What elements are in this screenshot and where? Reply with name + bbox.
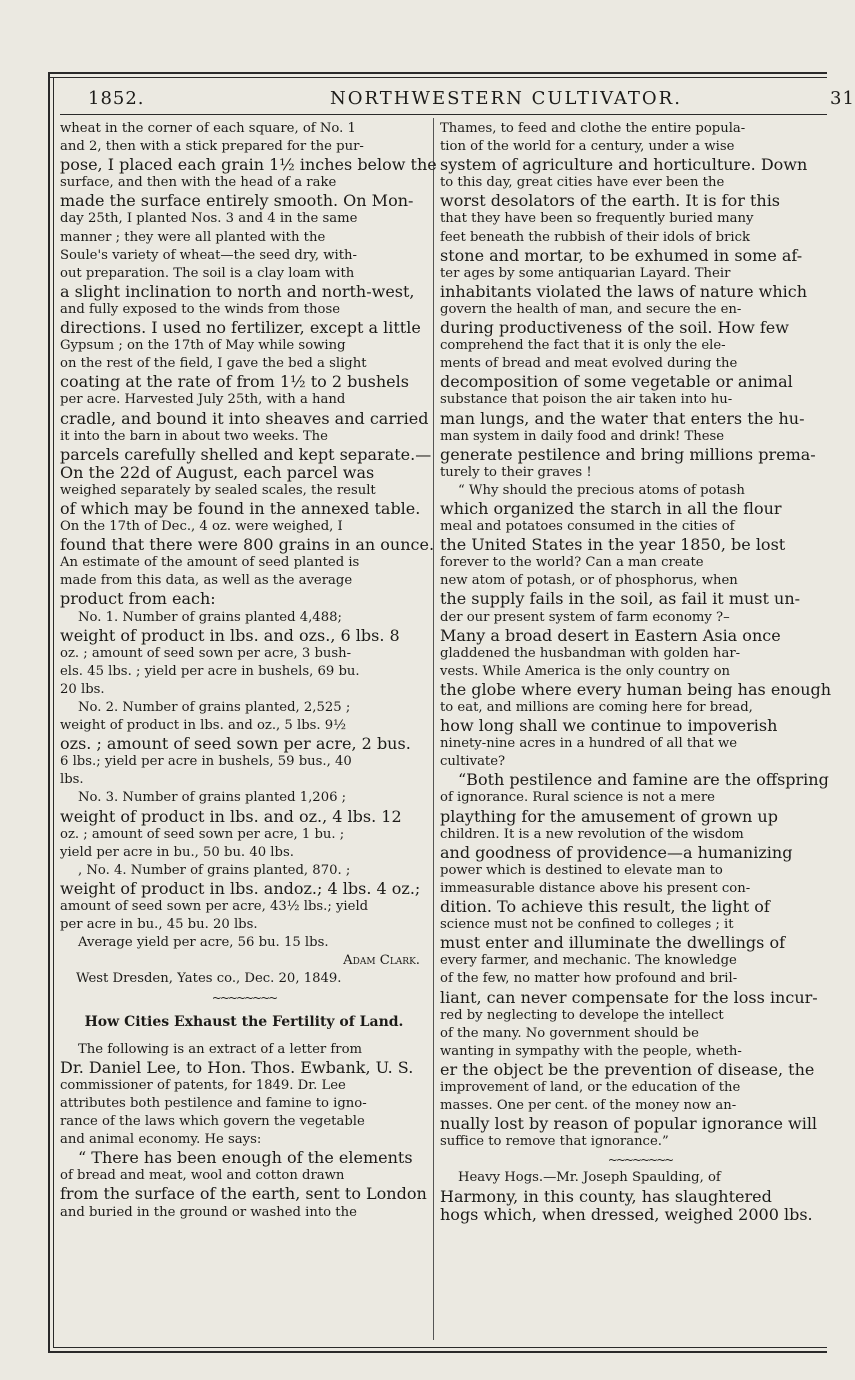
text-line: “ Why should the precious atoms of potash xyxy=(458,482,745,498)
text-line: feet beneath the rubbish of their idols of brick xyxy=(440,229,750,245)
journal-title: NORTHWESTERN CULTIVATOR. xyxy=(330,88,682,109)
text-line: must enter and illuminate the dwellings of xyxy=(440,933,785,953)
text-line: 6 lbs.; yield per acre in bushels, 59 bus., 40 xyxy=(60,754,352,770)
text-line: forever to the world? Can a man create xyxy=(440,555,704,571)
text-line: 20 lbs. xyxy=(60,681,105,697)
text-line: turely to their graves ! xyxy=(440,464,592,480)
text-line: wanting in sympathy with the people, wheth- xyxy=(440,1043,742,1059)
text-line: lbs. xyxy=(60,772,84,788)
text-line: per acre. Harvested July 25th, with a hand xyxy=(60,392,346,408)
text-line: cultivate? xyxy=(440,754,506,770)
text-line: red by neglecting to develope the intellect xyxy=(440,1007,724,1023)
text-line: No. 3. Number of grains planted 1,206 ; xyxy=(78,790,347,806)
text-line: on the rest of the field, I gave the bed a slight xyxy=(60,356,367,372)
text-line: that they have been so frequently buried many xyxy=(440,211,754,227)
right-column-text xyxy=(440,120,840,1151)
text-line: yield per acre in bu., 50 bu. 40 lbs. xyxy=(60,844,294,860)
text-line: weighed separately by sealed scales, the result xyxy=(60,482,376,498)
text-line: No. 1. Number of grains planted 4,488; xyxy=(78,609,342,625)
text-line: inhabitants violated the laws of nature which xyxy=(440,281,808,301)
text-line: Gypsum ; on the 17th of May while sowing xyxy=(60,338,346,354)
column-divider xyxy=(433,118,434,1340)
text-line: “Both pestilence and famine are the offspring xyxy=(458,770,829,790)
text-line: immeasurable distance above his present con- xyxy=(440,880,751,896)
text-line: found that there were 800 grains in an ounce. xyxy=(60,535,435,555)
article-heading: How Cities Exhaust the Fertility of Land. xyxy=(84,1013,404,1030)
page-border-bottom-inner xyxy=(53,1347,827,1348)
text-line: directions. I used no fertilizer, except a little xyxy=(60,318,421,338)
text-line: and goodness of providence—a humanizing xyxy=(440,842,793,862)
text-line: generate pestilence and bring millions prema- xyxy=(440,444,816,464)
text-line: cradle, and bound it into sheaves and carried xyxy=(60,408,429,428)
text-line: manner ; they were all planted with the xyxy=(60,229,326,245)
text-line: weight of product in lbs. and ozs., 6 lbs. 8 xyxy=(60,625,400,645)
page-border-left-inner xyxy=(53,77,54,1348)
text-line: hogs which, when dressed, weighed 2000 lbs. xyxy=(440,1204,813,1224)
place-date: West Dresden, Yates co., Dec. 20, 1849. xyxy=(76,971,342,987)
text-line: decomposition of some vegetable or animal xyxy=(440,372,793,392)
text-line: made from this data, as well as the average xyxy=(60,573,353,589)
text-line: The following is an extract of a letter from xyxy=(78,1041,363,1057)
text-line: On the 17th of Dec., 4 oz. were weighed, I xyxy=(60,519,343,535)
text-line: it into the barn in about two weeks. The xyxy=(60,428,328,444)
text-line: per acre in bu., 45 bu. 20 lbs. xyxy=(60,917,258,933)
text-line: meal and potatoes consumed in the cities of xyxy=(440,519,735,535)
text-line: els. 45 lbs. ; yield per acre in bushels, 69 bu. xyxy=(60,663,360,679)
text-line: system of agriculture and horticulture. Down xyxy=(440,155,808,175)
text-line: wheat in the corner of each square, of No. 1 xyxy=(60,121,356,136)
text-line: liant, can never compensate for the loss incur- xyxy=(440,987,818,1007)
text-line: and buried in the ground or washed into the xyxy=(60,1204,357,1220)
text-line: ozs. ; amount of seed sown per acre, 2 bus. xyxy=(60,734,411,754)
text-line: weight of product in lbs. andoz.; 4 lbs. 4 oz.; xyxy=(60,878,421,898)
text-line: plaything for the amusement of grown up xyxy=(440,806,778,826)
text-line: the globe where every human being has enough xyxy=(440,679,832,699)
text-line: of the many. No government should be xyxy=(440,1025,699,1041)
text-line: dition. To achieve this result, the light of xyxy=(440,897,770,917)
text-line: man system in daily food and drink! These xyxy=(440,428,725,444)
left-column xyxy=(60,120,437,1222)
text-line: Many a broad desert in Eastern Asia once xyxy=(440,625,781,645)
text-line: stone and mortar, to be exhumed in some af- xyxy=(440,245,803,265)
text-line: er the object be the prevention of disease, the xyxy=(440,1059,815,1079)
text-line: worst desolators of the earth. It is for this xyxy=(440,191,781,211)
text-line: to eat, and millions are coming here for bread, xyxy=(440,700,753,715)
text-line: Heavy Hogs.—Mr. Joseph Spaulding, of xyxy=(458,1170,721,1186)
text-line: and animal economy. He says: xyxy=(60,1132,262,1148)
text-line: of bread and meat, wool and cotton drawn xyxy=(60,1168,345,1184)
author-signature: Adam Clark. xyxy=(343,953,420,969)
text-line: of the few, no matter how profound and bril- xyxy=(440,971,738,987)
text-line: ninety-nine acres in a hundred of all that we xyxy=(440,736,738,752)
article-intro xyxy=(60,1041,428,1222)
text-line: power which is destined to elevate man to xyxy=(440,862,723,878)
text-line: oz. ; amount of seed sown per acre, 3 bush- xyxy=(60,645,352,661)
text-line: improvement of land, or the education of the xyxy=(440,1079,741,1095)
text-line: children. It is a new revolution of the wisdom xyxy=(440,826,744,842)
text-line: surface, and then with the head of a rake xyxy=(60,175,337,191)
text-line: science must not be confined to colleges ; it xyxy=(440,917,734,933)
text-line: the supply fails in the soil, as fail it must un- xyxy=(440,589,801,609)
page-border-top-inner xyxy=(48,77,827,78)
page-border-left xyxy=(48,72,50,1353)
text-line: Average yield per acre, 56 bu. 15 lbs. xyxy=(78,935,329,951)
text-line: der our present system of farm economy ?– xyxy=(440,609,730,625)
text-line: substance that poison the air taken into hu- xyxy=(440,392,733,408)
left-column-text xyxy=(60,120,437,952)
text-line: from the surface of the earth, sent to London xyxy=(60,1184,427,1204)
text-line: ter ages by some antiquarian Layard. Their xyxy=(440,265,731,281)
text-line: gladdened the husbandman with golden har- xyxy=(440,645,741,661)
text-line: of which may be found in the annexed table. xyxy=(60,498,421,518)
text-line: how long shall we continue to impoverish xyxy=(440,716,778,736)
text-line: oz. ; amount of seed sown per acre, 1 bu. ; xyxy=(60,826,345,842)
text-line: ments of bread and meat evolved during the xyxy=(440,356,738,372)
text-line: , No. 4. Number of grains planted, 870. ; xyxy=(78,862,351,878)
text-line: Dr. Daniel Lee, to Hon. Thos. Ewbank, U. S. xyxy=(60,1057,414,1077)
page-border-top xyxy=(48,72,827,74)
text-line: Thames, to feed and clothe the entire popula- xyxy=(440,121,746,136)
text-line: attributes both pestilence and famine to igno- xyxy=(60,1095,367,1111)
text-line: vests. While America is the only country on xyxy=(440,663,730,679)
text-line: a slight inclination to north and north-west, xyxy=(60,281,415,301)
text-line: out preparation. The soil is a clay loam with xyxy=(60,265,355,281)
text-line: Soule's variety of wheat—the seed dry, with- xyxy=(60,247,357,263)
text-line: which organized the starch in all the flour xyxy=(440,498,782,518)
text-line: the United States in the year 1850, be lost xyxy=(440,535,786,555)
text-line: of ignorance. Rural science is not a mere xyxy=(440,790,715,806)
text-line: made the surface entirely smooth. On Mon- xyxy=(60,191,414,211)
section-ornament: ~~~~~~~~ xyxy=(211,990,277,1005)
right-column xyxy=(440,120,840,1224)
text-line: rance of the laws which govern the vegetable xyxy=(60,1114,365,1130)
text-line: weight of product in lbs. and oz., 5 lbs. 9½ xyxy=(60,718,346,734)
text-line: parcels carefully shelled and kept separate.— xyxy=(60,444,432,464)
text-line: Harmony, in this county, has slaughtered xyxy=(440,1186,772,1206)
text-line: man lungs, and the water that enters the hu- xyxy=(440,408,805,428)
text-line: coating at the rate of from 1½ to 2 bushels xyxy=(60,372,409,392)
text-line: masses. One per cent. of the money now an- xyxy=(440,1098,737,1114)
closing-paragraph xyxy=(440,1169,840,1223)
text-line: and fully exposed to the winds from those xyxy=(60,301,341,317)
text-line: day 25th, I planted Nos. 3 and 4 in the same xyxy=(60,211,358,227)
running-header xyxy=(60,84,855,114)
text-line: “ There has been enough of the elements xyxy=(78,1148,413,1168)
text-line: comprehend the fact that it is only the ele- xyxy=(440,338,726,354)
text-line: suffice to remove that ignorance.” xyxy=(440,1134,669,1150)
text-line: to this day, great cities have ever been the xyxy=(440,175,725,191)
text-line: product from each: xyxy=(60,589,216,609)
text-line: amount of seed sown per acre, 43½ lbs.; yield xyxy=(60,899,369,915)
text-line: pose, I placed each grain 1½ inches below the xyxy=(60,155,437,175)
text-line: every farmer, and mechanic. The knowledge xyxy=(440,953,737,969)
page-border-bottom xyxy=(48,1351,827,1353)
text-line: tion of the world for a century, under a wise xyxy=(440,139,735,155)
text-line: On the 22d of August, each parcel was xyxy=(60,462,375,482)
right-ornament: ~~~~~~~~ xyxy=(607,1153,673,1168)
text-line: nually lost by reason of popular ignorance will xyxy=(440,1114,818,1134)
text-line: commissioner of patents, for 1849. Dr. Lee xyxy=(60,1077,346,1093)
header-year: 1852. xyxy=(88,88,145,109)
text-line: An estimate of the amount of seed planted is xyxy=(60,555,360,571)
text-line: during productiveness of the soil. How few xyxy=(440,318,789,338)
page-number: 31 xyxy=(830,88,855,109)
text-line: weight of product in lbs. and oz., 4 lbs. 12 xyxy=(60,806,402,826)
text-line: govern the health of man, and secure the en- xyxy=(440,301,742,317)
text-line: new atom of potash, or of phosphorus, when xyxy=(440,573,738,589)
text-line: and 2, then with a stick prepared for the pur- xyxy=(60,139,364,155)
text-line: No. 2. Number of grains planted, 2,525 ; xyxy=(78,700,351,715)
header-rule xyxy=(60,114,827,115)
